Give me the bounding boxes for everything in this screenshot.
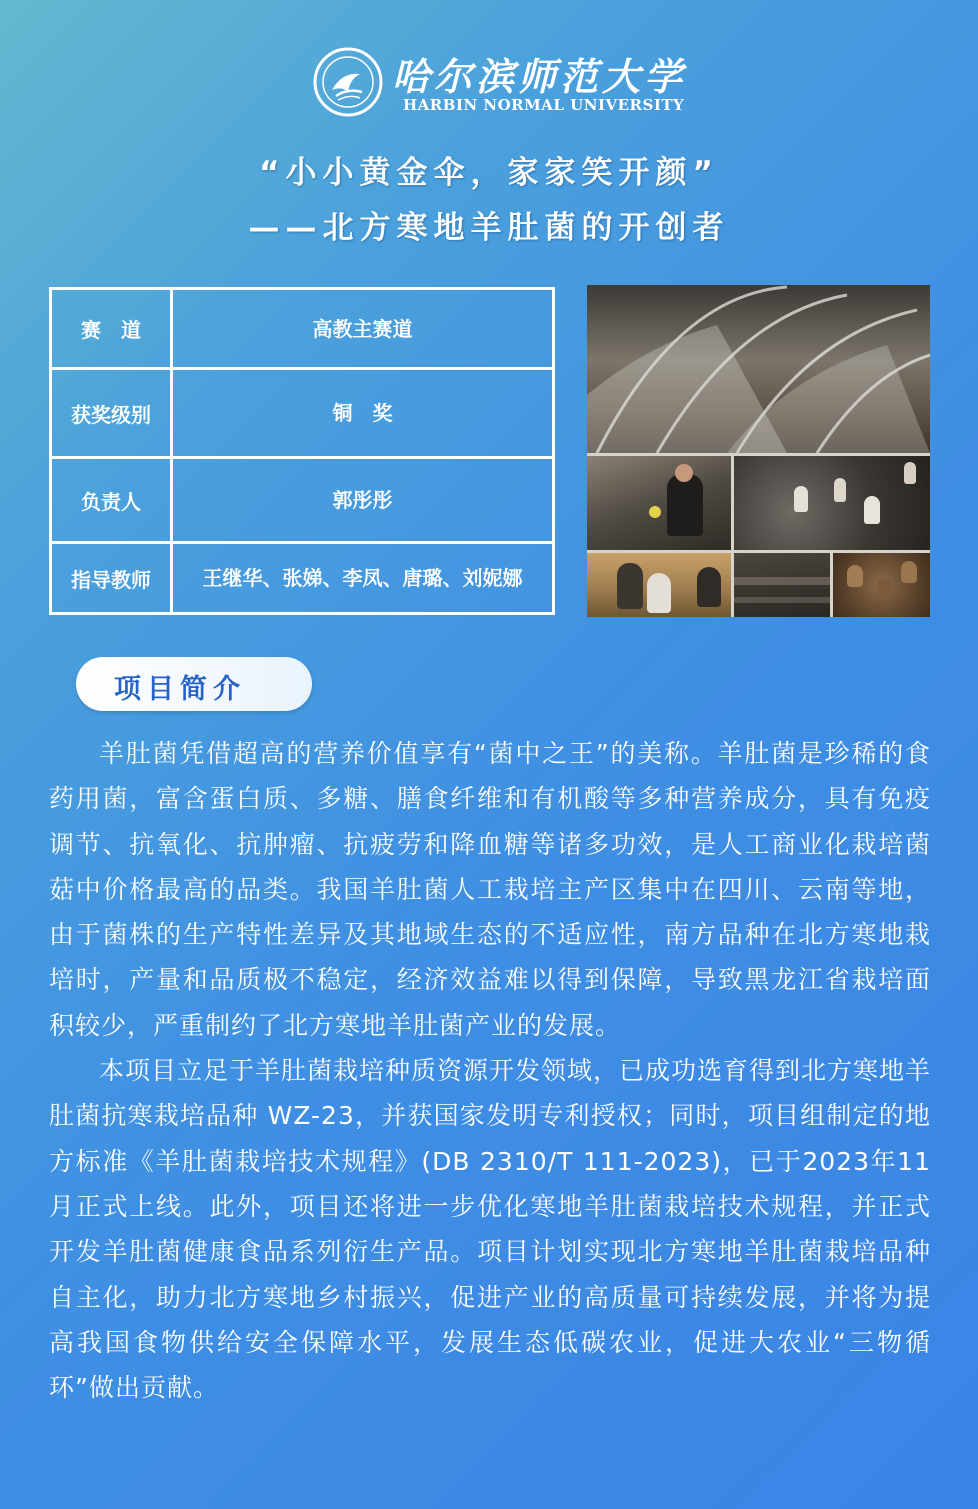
table-row-award (52, 370, 552, 456)
description-paragraph: 羊肚菌凭借超高的营养价值享有“菌中之王”的美称。羊肚菌是珍稀的食药用菌，富含蛋白质、多糖、膳食纤维和有机酸等多种营养成分，具有免疫调节、抗氧化、抗肿瘤、抗疲劳和降血糖等诸多功效，是人工商业化栽培菌菇中价格最高的品类。我国羊肚菌人工栽培主产区集中在四川、云南等地，由于菌株的生产特性差异及其地域生态的不适应性，南方品种在北方寒地栽培时，产量和品质极不稳定，经济效益难以得到保障，导致黑龙江省栽培面积较少，严重制约了北方寒地羊肚菌产业的发展。 (49, 739, 931, 1040)
table-row-track (52, 290, 552, 367)
page-title-line2: ——北方寒地羊肚菌的开创者 (248, 210, 730, 246)
team-in-field-photo (587, 553, 731, 617)
section-heading: 项目简介 (114, 674, 246, 705)
mushroom-bed-photo (734, 553, 830, 617)
track-value: 高教主赛道 (170, 290, 552, 367)
award-value: 铜 奖 (170, 370, 552, 456)
morel-harvest-photo (833, 553, 930, 617)
track-label: 赛 道 (81, 318, 141, 342)
photo-collage (587, 285, 930, 617)
farmers-working-photo (587, 456, 731, 550)
university-seal-icon (312, 46, 384, 118)
table-row-leader (52, 459, 552, 541)
university-name-en: HARBIN NORMAL UNIVERSITY (403, 96, 685, 114)
project-info-table (49, 287, 555, 615)
mushroom-closeup-photo (734, 456, 930, 550)
advisors-label: 指导教师 (71, 567, 151, 592)
page-title-line1: “小小黄金伞，家家笑开颜” (259, 155, 719, 191)
table-row-advisors (52, 544, 552, 612)
leader-label: 负责人 (81, 489, 141, 514)
university-header (0, 38, 978, 118)
greenhouse-photo (587, 285, 930, 453)
section-heading-pill (76, 657, 312, 711)
project-description (49, 731, 931, 1410)
award-label: 获奖级别 (71, 402, 151, 427)
advisors-value: 王继华、张娣、李凤、唐璐、刘妮娜 (170, 544, 552, 612)
leader-value: 郭彤彤 (170, 459, 552, 541)
university-name-cn: 哈尔滨师范大学 (392, 54, 687, 99)
description-paragraph: 本项目立足于羊肚菌栽培种质资源开发领域，已成功选育得到北方寒地羊肚菌抗寒栽培品种 WZ-23，并获国家发明专利授权；同时，项目组制定的地方标准《羊肚菌栽培技术规程》(DB 2310/T 111-2023)，已于2023年11月正式上线。此外，项目还将进一步优化寒地羊肚菌栽培技术规程，并正式开发羊肚菌健康食品系列衍生产品。项目计划实现北方寒地羊肚菌栽培品种自主化，助力北方寒地乡村振兴，促进产业的高质量可持续发展，并将为提高我国食物供给安全保障水平，发展生态低碳农业，促进大农业“三物循环”做出贡献。 (49, 1056, 932, 1403)
